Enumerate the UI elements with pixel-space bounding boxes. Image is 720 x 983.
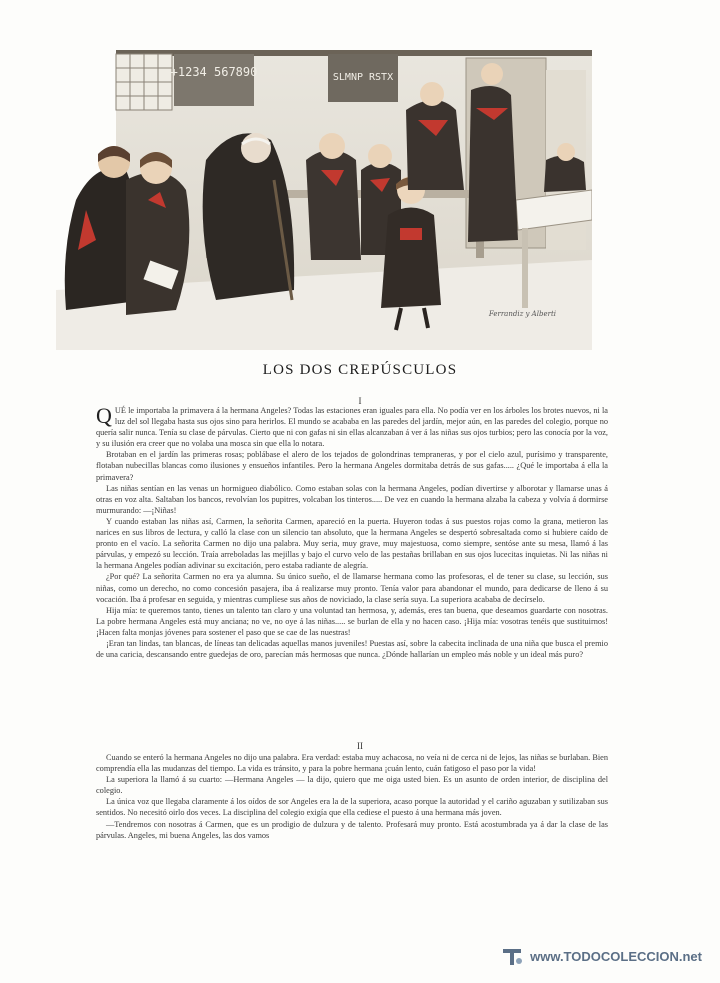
article-title: LOS DOS CREPÚSCULOS (262, 362, 458, 378)
blackboard-letters (328, 54, 398, 102)
watermark (500, 945, 702, 967)
svg-text:+1234 567890: +1234 567890 (170, 65, 258, 79)
paragraph: Y cuando estaban las niñas así, Carmen, la señorita Carmen, apareció en la puerta. Huyeron todas á sus puestos rojas como la grana, metieron las narices en sus libros de lectura, y calló la clase con un silencio tan absoluto, que la hermana Angeles se despertó sobresaltada como si hubiere caído de pronto en el vacío. La señorita Carmen no dijo una palabra. Muy seria, muy grave, muy majestuosa, como siempre, sentóse ante su mesa, llamó á las párvulas, y empezó su lección. Traía arreboladas las mejillas y bajo el curvo velo de las pestañas brillaban en sus ojos lucecitas inquietas. Ni las niñas ni la hermana Angeles podían adivinar su excitación, pero estaba radiante de alegría. (96, 516, 608, 571)
svg-text:SLMNP RSTX: SLMNP RSTX (332, 72, 394, 83)
paragraph: La única voz que llegaba claramente á los oídos de sor Angeles era la de la superiora, acaso porque la autoridad y el cariño aguzaban y sutilizaban sus sentidos. No necesitó oirlo dos veces. La disciplina del colegio exigía que ella cediese el puesto á una hermana más joven. (96, 797, 608, 818)
watermark-text: www.TODOCOLECCION.net (530, 948, 702, 964)
paragraph: Cuando se enteró la hermana Angeles no dijo una palabra. Era verdad: estaba muy achacosa, no veía ni de cerca ni de lejos, las niñas se burlaban. Bien comprendía ella las mudanzas del tiempo. La vida es tránsito, y para la pobre hermana ¡cuán lento, cuán fatigoso el paso por la vida! (96, 753, 608, 774)
drop-cap: Q (96, 403, 112, 428)
paragraph: QUÉ le importaba la primavera á la hermana Angeles? Todas las estaciones eran iguales para ella. No podía ver en los árboles los brotes nuevos, ni la luz del sol llegaba hasta sus ojos sino para herirlos. El mundo se acababa en las paredes del jardín, mejor aún, en las paredes del colegio, porque no quería salir nunca. Tenía su clase de párvulas. Cierto que ni con gafas ni sin ellas alcanzaban á ver á las niñas sus ojos turbios; pero las conocía por la voz, y su ilusión era creer que no volaba una mosca sin que ella lo notara. (96, 403, 608, 449)
blackboard-numbers (171, 54, 258, 106)
paragraph: Hija mía: te queremos tanto, tienes un talento tan claro y una voluntad tan hermosa, y, además, eres tan buena, que deseamos guardarte con nosotras. La pobre hermana Angeles está muy anciana; no ve, no oye á las niñas..... se burlan de ella y no hacen caso. ¡Hija mía: vosotras tenéis que sustituirnos! ¡Hacen falta monjas jóvenes para sostener el paso que se cae de las nuestras! (96, 605, 608, 637)
section-1-text (96, 405, 608, 660)
artist-signature: Ferrandiz y Alberti (488, 310, 556, 318)
paragraph: ¿Por qué? La señorita Carmen no era ya alumna. Su único sueño, el de llamarse hermana como las profesoras, el de tener su clase, su lección, sus niñas, como un derecho, no como concesión pasajera, iba á realizarse muy pronto. Tenía valor para abandonar el mundo, para dedicarse de lleno á su vocación. Iba á profesar en seguida, y mientras cumpliese sus años de noviciado, la clase sería suya. La superiora acababa de decírselo. (96, 572, 608, 604)
classroom-illustration (56, 50, 592, 350)
paragraph: —Tendremos con nosotras á Carmen, que es un prodigio de dulzura y de talento. Profesará muy pronto. Está acostumbrada ya á dar la clase de las párvulas. Angeles, mi buena Angeles, las dos vamos (96, 819, 608, 840)
window-lattice (116, 54, 172, 110)
paragraph: ¡Eran tan lindas, tan blancas, de líneas tan delicadas aquellas manos juveniles! Puestas así, sobre la cabecita inclinada de una niña que busca el premio de una caricia, descansando entre guedejas de oro, parecían más hermosas que nunca. ¿Dónde hallarían un empleo más noble y un ideal más puro? (96, 638, 608, 660)
section-2-text (96, 752, 608, 841)
paragraph: Las niñas sentían en las venas un hormigueo diabólico. Como estaban solas con la hermana Angeles, podían divertirse y alborotar y llamarse unas á otras en voz alta. Saltaban los bancos, revolvían los pupitres, volcaban los tinteros..... De vez en cuando la hermana alzaba la cabeza y volvía á dormirse murmurando: —¡Niñas! (96, 483, 608, 515)
paragraph: La superiora la llamó á su cuarto: —Hermana Angeles — la dijo, quiero que me oiga usted bien. Es un asunto de orden interior, de disciplina del colegio. (96, 775, 608, 796)
section-number-1: I (358, 396, 362, 406)
todocoleccion-logo-icon (500, 945, 524, 967)
paragraph: Brotaban en el jardín las primeras rosas; poblábase el alero de los tejados de golondrinas tempraneras, y por el cielo azul, purísimo y transparente, flotaban nubecillas blancas como ilusiones y ensueños infantiles. Pero la hermana Angeles dormitaba detrás de sus gafas..... ¿Qué le importaba á ella la primavera? (96, 450, 608, 482)
section-number-2: II (357, 741, 363, 751)
